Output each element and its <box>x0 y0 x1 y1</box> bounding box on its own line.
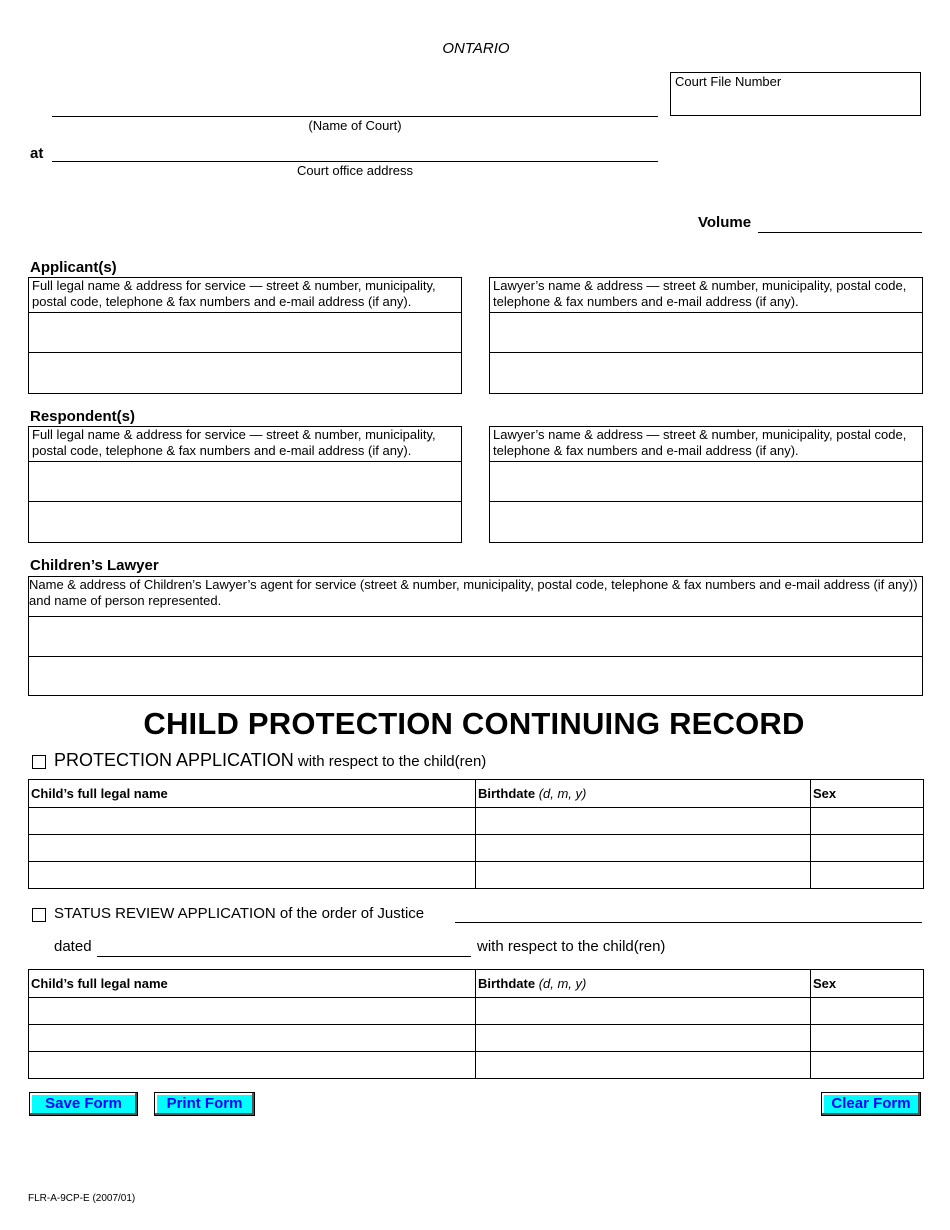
child-name-cell[interactable] <box>29 1025 476 1052</box>
table-row <box>29 808 924 835</box>
protection-application-label-main: PROTECTION APPLICATION <box>54 750 294 770</box>
birthdate-cell[interactable] <box>476 808 811 835</box>
dated-label: dated <box>54 938 92 955</box>
sex-cell[interactable] <box>811 862 924 889</box>
court-file-number-field[interactable] <box>670 72 921 116</box>
applicant-lawyer-header: Lawyer’s name & address — street & number, municipality, postal code, telephone & fax numbers and e-mail address (if any). <box>490 278 922 313</box>
col-header-sex: Sex <box>811 780 924 808</box>
status-review-label: STATUS REVIEW APPLICATION of the order of Justice <box>54 905 425 922</box>
table-header-row <box>29 970 924 998</box>
birthdate-cell[interactable] <box>476 862 811 889</box>
respondent-lawyer-row-2[interactable] <box>490 502 922 542</box>
print-form-button[interactable]: Print Form <box>154 1092 255 1116</box>
respondent-lawyer-row-1[interactable] <box>490 462 922 502</box>
birthdate-cell[interactable] <box>476 1025 811 1052</box>
form-title: CHILD PROTECTION CONTINUING RECORD <box>143 706 805 741</box>
respondent-party-header: Full legal name & address for service — street & number, municipality, postal code, telephone & fax numbers and e-mail address (if any). <box>29 427 461 462</box>
applicants-section-label: Applicant(s) <box>30 259 117 276</box>
applicant-party-row-1[interactable] <box>29 313 461 353</box>
sex-cell[interactable] <box>811 998 924 1025</box>
protection-children-table <box>28 779 924 889</box>
protection-application-label <box>54 750 486 771</box>
col-header-sex: Sex <box>811 970 924 998</box>
childrens-lawyer-box <box>28 576 923 696</box>
clear-form-button[interactable]: Clear Form <box>821 1092 921 1116</box>
form-code: FLR-A-9CP-E (2007/01) <box>28 1193 136 1204</box>
name-of-court-caption: (Name of Court) <box>308 118 402 133</box>
childrens-lawyer-header: Name & address of Children’s Lawyer’s agent for service (street & number, municipality, postal code, telephone & fax numbers and e-mail address (if any)) and name of person represented. <box>29 577 922 617</box>
table-header-row <box>29 780 924 808</box>
respondent-lawyer-box <box>489 426 923 543</box>
child-name-cell[interactable] <box>29 835 476 862</box>
jurisdiction-heading: ONTARIO <box>442 40 510 57</box>
sex-cell[interactable] <box>811 1025 924 1052</box>
respondent-party-row-1[interactable] <box>29 462 461 502</box>
child-name-cell[interactable] <box>29 862 476 889</box>
court-office-address-input[interactable] <box>52 145 658 162</box>
childrens-lawyer-row-2[interactable] <box>29 657 922 697</box>
applicant-lawyer-row-1[interactable] <box>490 313 922 353</box>
sex-cell[interactable] <box>811 808 924 835</box>
applicant-party-box <box>28 277 462 394</box>
status-review-checkbox[interactable] <box>32 908 46 922</box>
applicant-party-row-2[interactable] <box>29 353 461 393</box>
dated-input[interactable] <box>97 940 471 957</box>
sex-cell[interactable] <box>811 1052 924 1079</box>
volume-label: Volume <box>698 214 752 231</box>
volume-input[interactable] <box>758 216 922 233</box>
respondent-lawyer-header: Lawyer’s name & address — street & number, municipality, postal code, telephone & fax numbers and e-mail address (if any). <box>490 427 922 462</box>
applicant-lawyer-box <box>489 277 923 394</box>
applicant-lawyer-row-2[interactable] <box>490 353 922 393</box>
col-header-birthdate: Birthdate (d, m, y) <box>476 970 811 998</box>
court-file-number-label: Court File Number <box>675 74 782 89</box>
protection-application-label-rest: with respect to the child(ren) <box>293 753 487 770</box>
save-form-button[interactable]: Save Form <box>29 1092 138 1116</box>
justice-name-input[interactable] <box>455 906 922 923</box>
birthdate-cell[interactable] <box>476 998 811 1025</box>
respondent-party-box <box>28 426 462 543</box>
child-name-cell[interactable] <box>29 1052 476 1079</box>
table-row <box>29 998 924 1025</box>
col-header-child-name: Child’s full legal name <box>29 780 476 808</box>
childrens-lawyer-section-label: Children’s Lawyer <box>30 557 159 574</box>
birthdate-cell[interactable] <box>476 1052 811 1079</box>
child-name-cell[interactable] <box>29 808 476 835</box>
sex-cell[interactable] <box>811 835 924 862</box>
status-review-with-respect-label: with respect to the child(ren) <box>477 938 666 955</box>
col-header-child-name: Child’s full legal name <box>29 970 476 998</box>
birthdate-cell[interactable] <box>476 835 811 862</box>
status-review-children-table <box>28 969 924 1079</box>
child-name-cell[interactable] <box>29 998 476 1025</box>
table-row <box>29 862 924 889</box>
protection-application-checkbox[interactable] <box>32 755 46 769</box>
applicant-party-header: Full legal name & address for service — street & number, municipality, postal code, telephone & fax numbers and e-mail address (if any). <box>29 278 461 313</box>
at-label: at <box>30 145 44 162</box>
table-row <box>29 1025 924 1052</box>
respondent-party-row-2[interactable] <box>29 502 461 542</box>
childrens-lawyer-row-1[interactable] <box>29 617 922 657</box>
table-row <box>29 1052 924 1079</box>
court-office-address-caption: Court office address <box>296 163 414 178</box>
name-of-court-input[interactable] <box>52 100 658 117</box>
col-header-birthdate: Birthdate (d, m, y) <box>476 780 811 808</box>
respondents-section-label: Respondent(s) <box>30 408 135 425</box>
table-row <box>29 835 924 862</box>
